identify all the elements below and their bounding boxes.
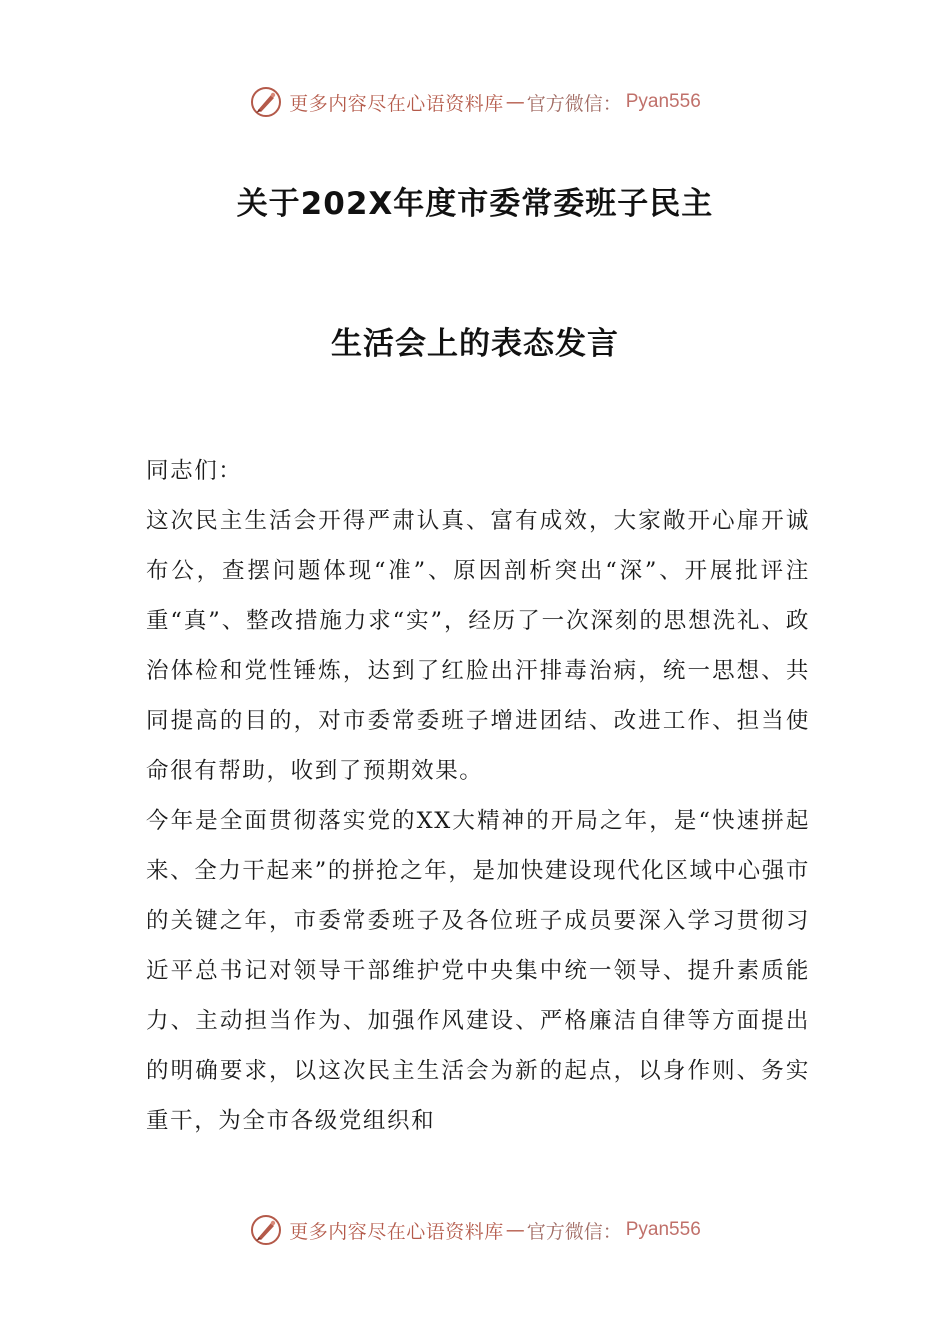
- pen-circle-logo-icon: [249, 85, 283, 119]
- watermark-brand: 更多内容尽在心语资料库: [289, 92, 504, 115]
- footer-watermark: [0, 1210, 950, 1250]
- watermark-wechat-id: Pyan556: [625, 1219, 701, 1240]
- watermark-wechat-label: 官方微信：: [526, 92, 622, 115]
- watermark-separator: —: [505, 1219, 525, 1241]
- watermark-wechat-label: 官方微信：: [526, 1220, 622, 1243]
- body-paragraph-2: 今年是全面贯彻落实党的XX大精神的开局之年，是“快速拼起来、全力干起来”的拼抢之年，是加快建设现代化区域中心强市的关键之年，市委常委班子及各位班子成员要深入学习贯彻习近平总书记对领导干部维护党中央集中统一领导、提升素质能力、主动担当作为、加强作风建设、严格廉洁自律等方面提出的明确要求，以这次民主生活会为新的起点，以身作则、务实重干，为全市各级党组织和: [146, 808, 810, 1134]
- header-watermark: [0, 82, 950, 122]
- watermark-separator: —: [505, 91, 525, 113]
- document-title-line-2: 生活会上的表态发言: [331, 326, 619, 362]
- document-body: [146, 446, 810, 1146]
- salutation: 同志们：: [146, 458, 243, 484]
- watermark-brand: 更多内容尽在心语资料库: [289, 1220, 504, 1243]
- pen-circle-logo-icon: [249, 1213, 283, 1247]
- document-title-line-1: 关于202X年度市委常委班子民主: [236, 186, 714, 222]
- watermark-wechat-id: Pyan556: [625, 91, 701, 112]
- body-paragraph-1: 这次民主生活会开得严肃认真、富有成效，大家敞开心扉开诚布公，查摆问题体现“准”、原因剖析突出“深”、开展批评注重“真”、整改措施力求“实”，经历了一次深刻的思想洗礼、政治体检和党性锤炼，达到了红脸出汗排毒治病，统一思想、共同提高的目的，对市委常委班子增进团结、改进工作、担当使命很有帮助，收到了预期效果。: [146, 508, 810, 784]
